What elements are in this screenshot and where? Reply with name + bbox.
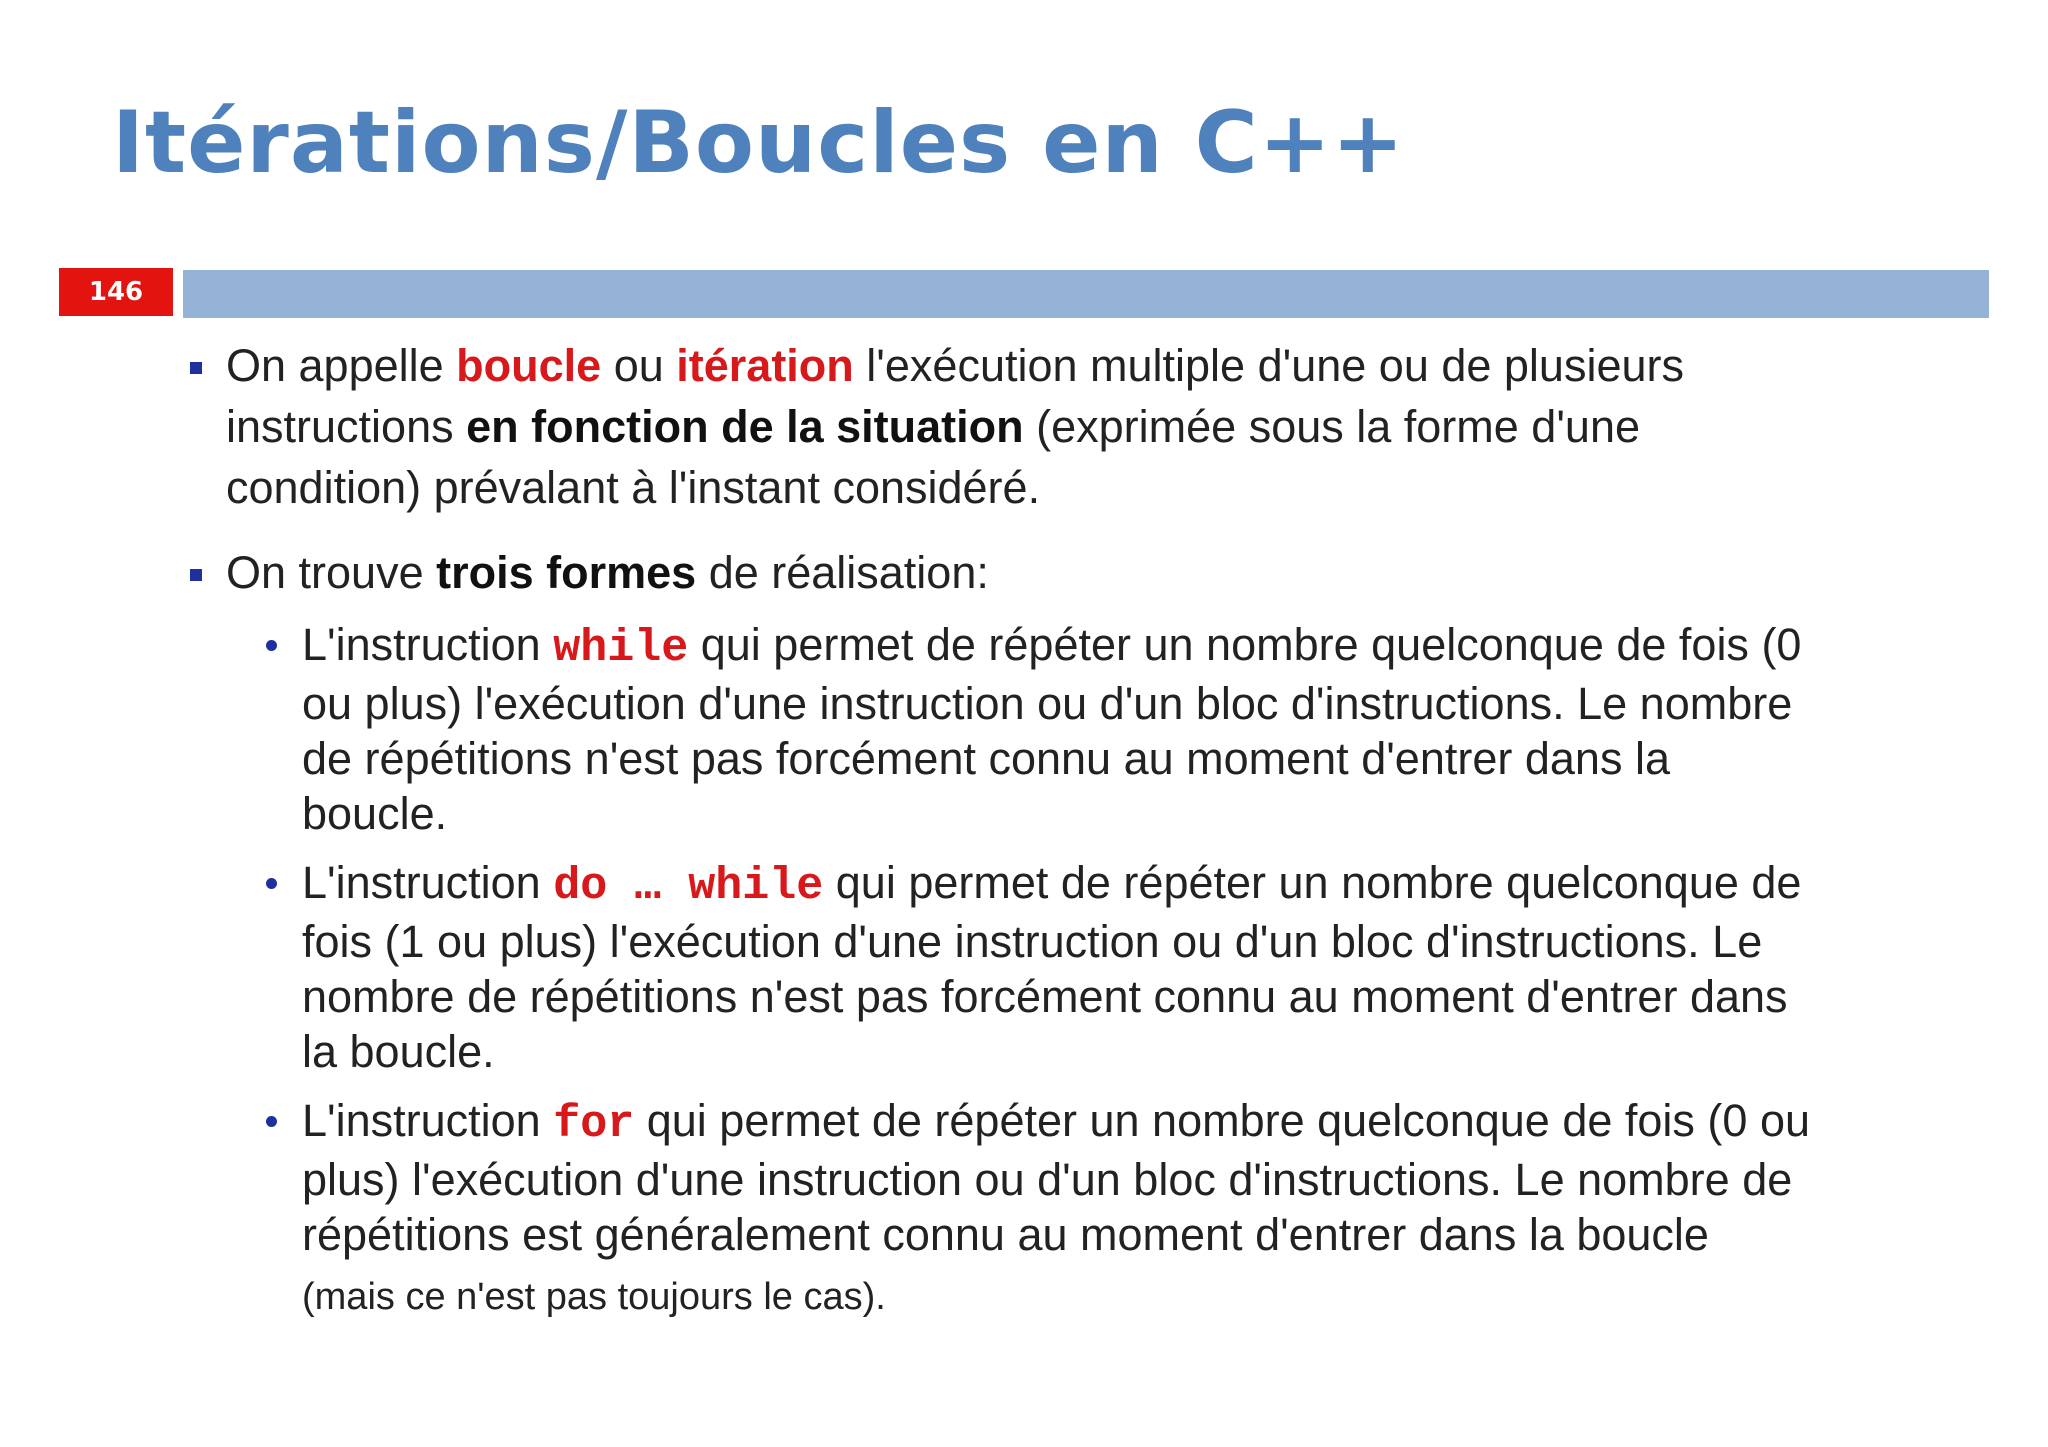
round-bullet-icon [266,640,277,651]
round-bullet-icon [266,1116,277,1127]
keyword-iteration: itération [676,340,854,391]
sub-bullet-while [190,617,1810,841]
page-number-badge: 146 [59,268,173,316]
sub-bullet-text: qui permet de répéter un nombre quelconque de fois (1 ou plus) l'exécution d'une instruction ou d'un bloc d'instructions. Le nombre de répétitions n'est pas forcément connu au moment d'entrer dans la boucle. [302,857,1802,1077]
sub-bullet-prefix: L'instruction [302,857,554,908]
bullet-item-definition [190,335,1810,518]
code-keyword-while: while [553,623,689,674]
bullet-text: ou [601,340,677,391]
sub-bullet-text: qui permet de répéter un nombre quelconque de fois (0 ou plus) l'exécution d'une instruction ou d'un bloc d'instructions. Le nombre de répétitions est généralement connu au moment d'entrer dans la boucle [302,1095,1810,1260]
slide-title: Itérations/Boucles en C++ [112,93,1405,193]
header-bar [183,270,1989,318]
bold-phrase: en fonction de la situation [466,401,1024,452]
bullet-text: On trouve [226,547,437,598]
round-bullet-icon [266,878,277,889]
code-keyword-for: for [553,1099,635,1150]
keyword-boucle: boucle [456,340,602,391]
bullet-text: l'exécution multiple d'une ou de plusieurs instructions [226,340,1684,452]
bullet-item-forms [190,542,1810,603]
sub-bullet-prefix: L'instruction [302,1095,554,1146]
code-keyword-do-while: do … while [553,861,824,912]
bullet-text: On appelle [226,340,457,391]
sub-bullet-prefix: L'instruction [302,619,554,670]
bold-phrase: trois formes [436,547,697,598]
bullet-text: (exprimée sous la forme d'une condition) prévalant à l'instant considéré. [226,401,1641,513]
bullet-text: de réalisation: [696,547,989,598]
square-bullet-icon [190,362,202,374]
slide-content [190,335,1810,1333]
square-bullet-icon [190,569,202,581]
sub-bullet-note: (mais ce n'est pas toujours le cas). [302,1276,886,1318]
sub-bullet-text: qui permet de répéter un nombre quelconque de fois (0 ou plus) l'exécution d'une instruction ou d'un bloc d'instructions. Le nombre de répétitions n'est pas forcément connu au moment d'entrer dans la boucle. [302,619,1802,839]
sub-bullet-for [190,1093,1810,1325]
sub-bullet-do-while [190,855,1810,1079]
